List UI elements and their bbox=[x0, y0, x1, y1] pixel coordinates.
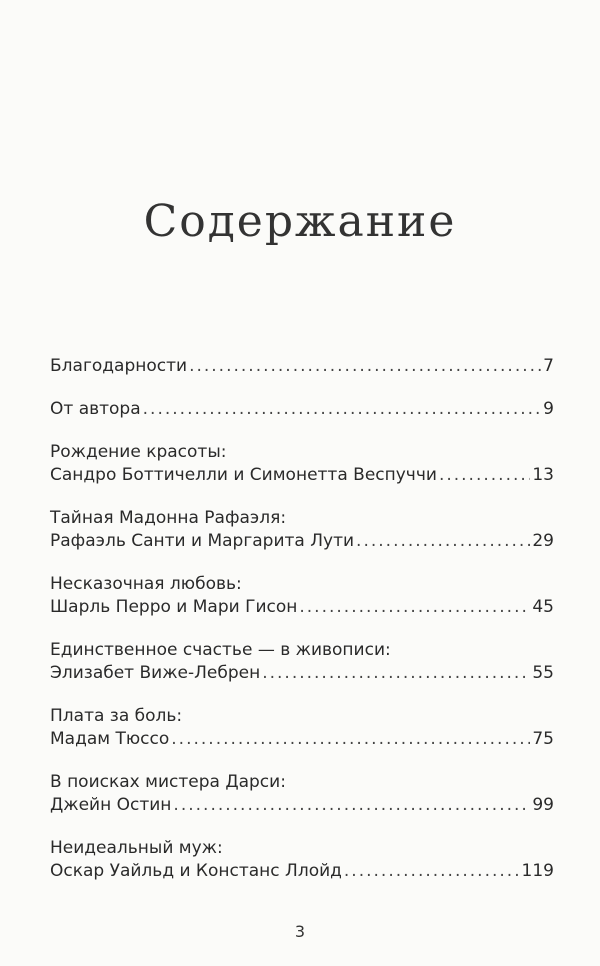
dot-leader bbox=[299, 596, 530, 619]
dot-leader bbox=[344, 860, 520, 883]
toc-entry-title: Шарль Перро и Мари Гисон bbox=[50, 597, 298, 617]
toc-entry-heading: Плата за боль: bbox=[50, 706, 183, 726]
toc-entry-heading: Единственное счастье — в живописи: bbox=[50, 640, 391, 660]
toc-line bbox=[50, 441, 554, 464]
toc-entry-heading: Несказочная любовь: bbox=[50, 574, 242, 594]
toc-entry bbox=[50, 507, 554, 553]
table-of-contents bbox=[50, 355, 554, 903]
toc-entry bbox=[50, 355, 554, 378]
toc-entry bbox=[50, 705, 554, 751]
toc-line bbox=[50, 464, 554, 487]
toc-entry-heading: Тайная Мадонна Рафаэля: bbox=[50, 508, 287, 528]
dot-leader bbox=[143, 398, 542, 421]
toc-entry-title: Джейн Остин bbox=[50, 795, 172, 815]
toc-entry bbox=[50, 441, 554, 487]
page-title: Содержание bbox=[143, 196, 457, 247]
toc-line bbox=[50, 837, 554, 860]
toc-page-number: 119 bbox=[521, 861, 554, 881]
dot-leader bbox=[189, 355, 541, 378]
toc-entry-title: От автора bbox=[50, 399, 141, 419]
dot-leader bbox=[356, 530, 530, 553]
toc-entry-title: Рафаэль Санти и Маргарита Лути bbox=[50, 531, 355, 551]
toc-line bbox=[50, 639, 554, 662]
toc-line bbox=[50, 728, 554, 751]
toc-entry-heading: Неидеальный муж: bbox=[50, 838, 223, 858]
toc-entry-heading: Рождение красоты: bbox=[50, 442, 227, 462]
toc-page-number: 7 bbox=[543, 356, 554, 376]
toc-line bbox=[50, 794, 554, 817]
toc-line bbox=[50, 355, 554, 378]
toc-page-number: 99 bbox=[532, 795, 554, 815]
toc-line bbox=[50, 573, 554, 596]
toc-line bbox=[50, 398, 554, 421]
toc-line bbox=[50, 771, 554, 794]
toc-entry bbox=[50, 837, 554, 883]
toc-line bbox=[50, 530, 554, 553]
toc-entry bbox=[50, 771, 554, 817]
toc-line bbox=[50, 662, 554, 685]
toc-entry-title: Оскар Уайльд и Констанс Ллойд bbox=[50, 861, 342, 881]
toc-entry-title: Сандро Боттичелли и Симонетта Веспуччи bbox=[50, 465, 437, 485]
toc-page-number: 75 bbox=[532, 729, 554, 749]
page-number: 3 bbox=[294, 922, 306, 941]
toc-page-number: 13 bbox=[532, 465, 554, 485]
toc-line bbox=[50, 705, 554, 728]
toc-page-number: 55 bbox=[532, 663, 554, 683]
toc-entry-heading: В поисках мистера Дарси: bbox=[50, 772, 286, 792]
toc-page-number: 45 bbox=[532, 597, 554, 617]
toc-entry bbox=[50, 398, 554, 421]
dot-leader bbox=[173, 794, 530, 817]
toc-entry-title: Элизабет Виже-Лебрен bbox=[50, 663, 261, 683]
toc-line bbox=[50, 860, 554, 883]
toc-line bbox=[50, 507, 554, 530]
toc-entry-title: Мадам Тюссо bbox=[50, 729, 170, 749]
toc-entry-title: Благодарности bbox=[50, 356, 188, 376]
dot-leader bbox=[171, 728, 530, 751]
toc-line bbox=[50, 596, 554, 619]
toc-page-number: 9 bbox=[543, 399, 554, 419]
toc-entry bbox=[50, 573, 554, 619]
toc-entry bbox=[50, 639, 554, 685]
dot-leader bbox=[439, 464, 530, 487]
dot-leader bbox=[262, 662, 530, 685]
toc-page-number: 29 bbox=[532, 531, 554, 551]
